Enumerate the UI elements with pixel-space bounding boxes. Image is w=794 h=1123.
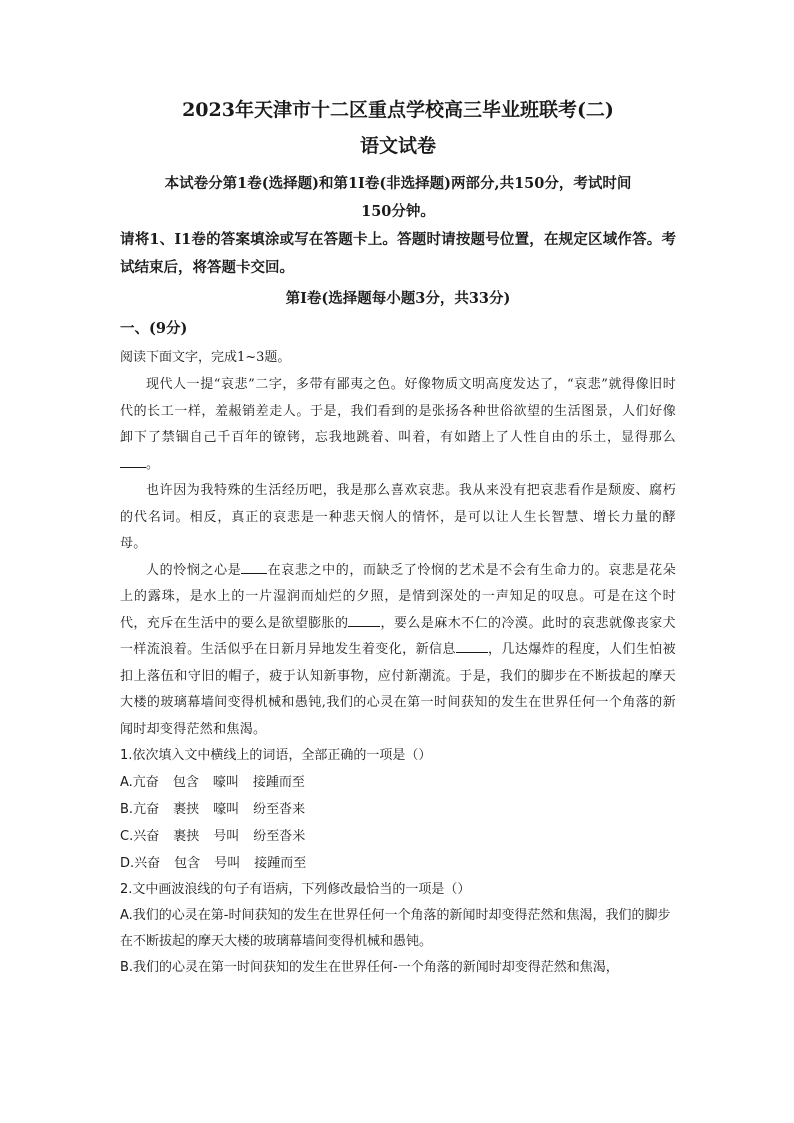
- passage-text: 人的怜悯之心是: [146, 562, 242, 578]
- fill-blank: [456, 638, 488, 653]
- option-word: 嚎叫: [213, 802, 240, 817]
- option-word: 纷至沓米: [253, 829, 306, 844]
- fill-blank: [348, 612, 380, 627]
- option-label: D.: [120, 856, 135, 871]
- instruction-line-2: 150分钟。: [361, 203, 435, 220]
- question-2-stem: 2.文中画波浪线的句子有语病，下列修改最恰当的一项是（）: [120, 882, 471, 897]
- exam-subtitle: 语文试卷: [359, 135, 436, 157]
- passage-paragraph-2: 也许因为我特殊的生活经历吧，我是那么喜欢哀悲。我从来没有把哀悲看作是颓废、腐朽的代名词。相反，真正的哀悲是一种悲天悯人的情怀，是可以让人生长智慧、增长力量的酵母。: [120, 483, 676, 551]
- option-word: 接踵而至: [252, 775, 305, 790]
- passage-text: 现代人一提“哀悲”二字，多带有鄙夷之色。好像物质文明高度发达了，“哀悲”就得像旧时代的长工一样，羞赧销差走人。于是，我们看到的是张扬各种世俗欲望的生活图景，人们好像卸下了禁锢自己千百年的镣铐，忘我地跳着、叫着，有如踏上了人性自由的乐土，显得那么: [120, 377, 676, 445]
- question-1-stem: 1.依次填入文中横线上的词语，全部正确的一项是（）: [120, 748, 432, 763]
- option-word: 接踵而至: [254, 856, 307, 871]
- passage-paragraph-3: [120, 558, 676, 744]
- passage-paragraph-1: [120, 372, 676, 478]
- option-label: B.: [120, 802, 134, 817]
- section-heading: 第I卷(选择题每小题3分，共33分): [285, 290, 511, 307]
- option-word: 兴奋: [133, 829, 160, 844]
- option-word: 包含: [174, 856, 201, 871]
- question-2-option-b[interactable]: B.我们的心灵在第一时间获知的发生在世界任何-一个角落的新闻时却变得茫然和焦渴，: [120, 960, 619, 975]
- fill-blank: [120, 453, 146, 468]
- option-word: 包含: [172, 775, 199, 790]
- option-word: 亢奋: [132, 775, 159, 790]
- passage-text: ，几达爆炸的程度，人们生怕被扣上落伍和守旧的帽子，疲于认知新事物，应付新潮流。于是，我们的脚步在不断拔起的摩天大楼的玻璃幕墙间变得机械和愚钝,我们的心灵在第一时间获知的发生在世界任何一个角落的新闻时却变得茫然和焦渴。: [120, 642, 676, 737]
- exam-page: [120, 96, 676, 981]
- exam-title: 2023年天津市十二区重点学校高三毕业班联考(二): [182, 99, 614, 121]
- question-1-option-c[interactable]: [120, 823, 676, 850]
- question-1-option-a[interactable]: [120, 769, 676, 796]
- fill-blank: [241, 559, 267, 574]
- option-word: 号叫: [213, 829, 240, 844]
- option-label: A.: [120, 775, 133, 790]
- passage-text: 在哀悲之中的，而缺乏了怜悯的艺术是不会有生命力的。哀悲是花朵上的露珠，是水上的一片湿润而灿烂的夕照，是情到深处的一声知足的叹息。可是在这个时代，充斥在生活中的要么是欲望膨胀的: [120, 562, 676, 631]
- question-2-option-a[interactable]: A.我们的心灵在第-时间获知的发生在世界任何一个角落的新闻时却变得茫然和焦渴，我们的脚步在不断拔起的摩天大楼的玻璃幕墙间变得机械和愚钝。: [120, 908, 671, 949]
- question-1-option-b[interactable]: [120, 796, 676, 823]
- option-word: 亢奋: [133, 802, 160, 817]
- instruction-line-1: 本试卷分第1卷(选择题)和第1I卷(非选择题)两部分,共150分，考试时间: [164, 175, 632, 192]
- option-word: 裹挟: [173, 829, 200, 844]
- option-word: 号叫: [214, 856, 241, 871]
- option-word: 嚎叫: [212, 775, 239, 790]
- option-word: 裹挟: [173, 802, 200, 817]
- reading-instruction: 阅读下面文字，完成1~3题。: [120, 350, 291, 365]
- question-1-option-d[interactable]: [120, 850, 676, 877]
- passage-text: 。: [146, 456, 160, 472]
- option-label: C.: [120, 829, 134, 844]
- option-word: 纷至沓来: [253, 802, 306, 817]
- part-heading: 一、(9分): [120, 320, 188, 337]
- instruction-line-3: 请将1、I1卷的答案填涂或写在答题卡上。答题时请按题号位置，在规定区域作答。考试结束后，将答题卡交回。: [120, 231, 676, 276]
- passage-text: ，要么是麻木不仁的冷漠。此时的哀悲就像丧家犬一样流浪着。生活似乎在日新月异地发生着变化，新信息: [120, 615, 676, 657]
- option-word: 兴奋: [134, 856, 161, 871]
